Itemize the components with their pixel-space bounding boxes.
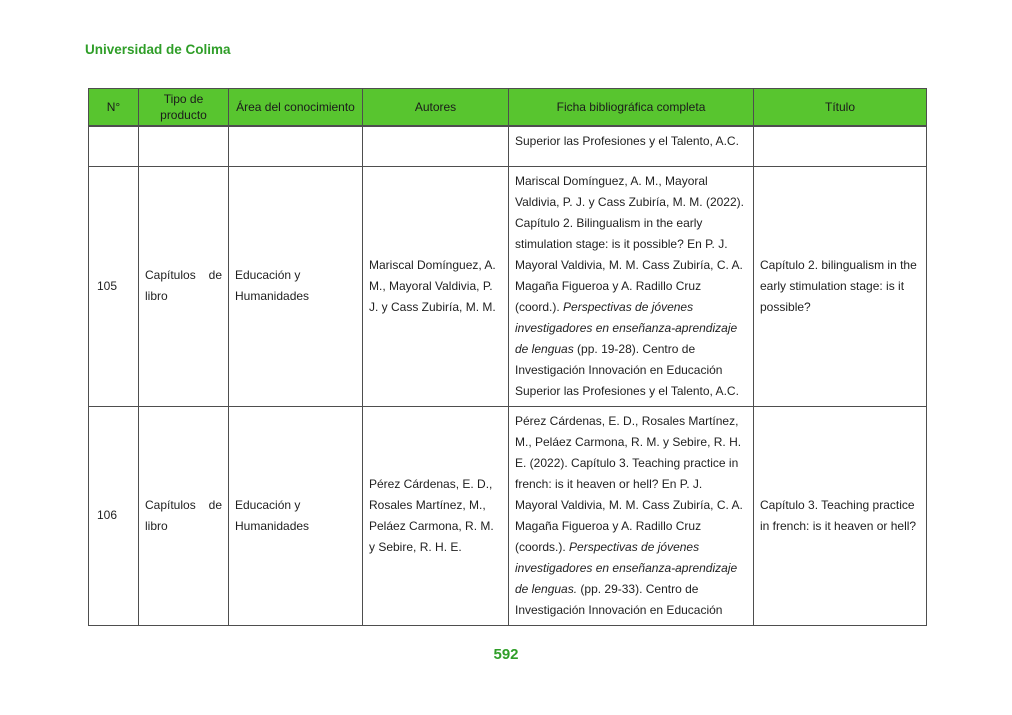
cell-num — [89, 126, 139, 166]
cell-ficha: Pérez Cárdenas, E. D., Rosales Martínez, M., Peláez Carmona, R. M. y Sebire, R. H. E. (2022). Capítulo 3. Teaching practice in french: is it heaven or hell? En P. J. Mayoral Valdivia, M. M. Cass Zubiría, C. A. Magaña Figueroa y A. Radillo Cruz (coords.). Perspectivas de jóvenes investigadores en enseñanza-aprendizaje de lenguas. (pp. 29-33). Centro de Investigación Innovación en Educación — [509, 406, 754, 625]
cell-tipo: Capítulos de libro — [139, 406, 229, 625]
publications-table — [88, 88, 927, 626]
table-header-row — [89, 89, 927, 127]
cell-num: 106 — [89, 406, 139, 625]
column-header-area: Área del conocimiento — [229, 89, 363, 127]
column-header-tipo: Tipo de producto — [139, 89, 229, 127]
cell-autores — [363, 126, 509, 166]
cell-ficha: Mariscal Domínguez, A. M., Mayoral Valdivia, P. J. y Cass Zubiría, M. M. (2022). Capítulo 2. Bilingualism in the early stimulation stage: is it possible? En P. J. Mayoral Valdivia, M. M. Cass Zubiría, C. A. Magaña Figueroa y A. Radillo Cruz (coord.). Perspectivas de jóvenes investigadores en enseñanza-aprendizaje de lenguas (pp. 19-28). Centro de Investigación Innovación en Educación Superior las Profesiones y el Talento, A.C. — [509, 166, 754, 406]
column-header-autores: Autores — [363, 89, 509, 127]
table-row — [89, 126, 927, 166]
table-row — [89, 166, 927, 406]
cell-tipo — [139, 126, 229, 166]
cell-area: Educación y Humanidades — [229, 166, 363, 406]
page-title: Universidad de Colima — [85, 42, 231, 57]
cell-titulo: Capítulo 3. Teaching practice in french: is it heaven or hell? — [754, 406, 927, 625]
table-head — [89, 89, 927, 127]
page-number: 592 — [493, 646, 519, 663]
cell-area — [229, 126, 363, 166]
column-header-ficha: Ficha bibliográfica completa — [509, 89, 754, 127]
cell-num: 105 — [89, 166, 139, 406]
column-header-titulo: Título — [754, 89, 927, 127]
cell-area: Educación y Humanidades — [229, 406, 363, 625]
column-header-num: N° — [89, 89, 139, 127]
table-body — [89, 126, 927, 625]
cell-tipo: Capítulos de libro — [139, 166, 229, 406]
cell-ficha: Superior las Profesiones y el Talento, A.C. — [509, 126, 754, 166]
cell-titulo — [754, 126, 927, 166]
cell-titulo: Capítulo 2. bilingualism in the early stimulation stage: is it possible? — [754, 166, 927, 406]
table-row — [89, 406, 927, 625]
cell-autores: Mariscal Domínguez, A. M., Mayoral Valdivia, P. J. y Cass Zubiría, M. M. — [363, 166, 509, 406]
cell-autores: Pérez Cárdenas, E. D., Rosales Martínez, M., Peláez Carmona, R. M. y Sebire, R. H. E. — [363, 406, 509, 625]
